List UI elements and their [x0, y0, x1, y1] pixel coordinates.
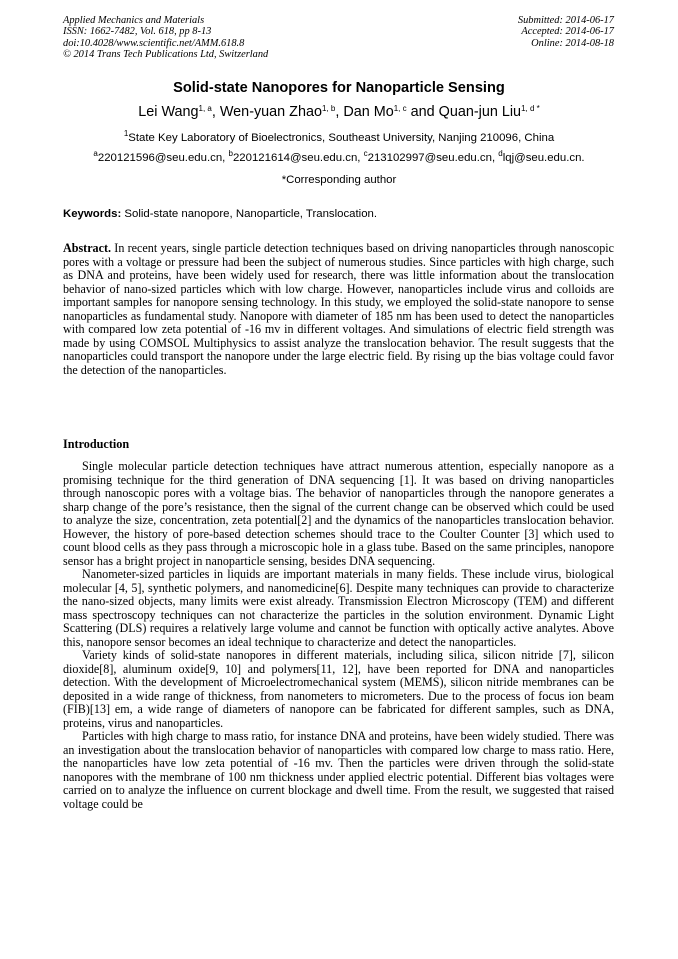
email-separator: ,: [357, 152, 364, 164]
email-separator: ,: [491, 152, 499, 164]
email-mark: c: [363, 149, 368, 158]
body-paragraph: Particles with high charge to mass ratio, for instance DNA and proteins, have been widely studied. There was an investigation about the translocation behavior of nanoparticles with compared low charge to mass ratio. Here, the nanoparticles have low zeta potential of -16 mv. Then the particles were driven through the solid-state nanopores with the membrane of 100 nm thickness under applied electric potential. Different bias voltages were carried on to analyze the influence on current blockage and dwell time. From the result, we suggested that raised voltage could be: [63, 729, 614, 811]
submitted-date: Submitted: 2014-06-17: [517, 15, 614, 26]
section-heading-introduction: Introduction: [63, 437, 130, 451]
body-paragraph: Variety kinds of solid-state nanopores in different materials, including silica, silicon nitride [7], silicon dioxide[8], aluminum oxide[9, 10] and polymers[11, 12], have been reported for DNA and nanoparticles detection. With the development of Microelectromechanical system (MEMS), silicon nitride membranes can be deposited in a wide range of thickness, from nanometers to micrometers. Due to the process of focus ion beam (FIB)[13] em, a wide range of diameters of nanopore can be fabricated for different samples, such as DNA, proteins, virus and nanoparticles.: [63, 648, 614, 730]
author-separator: and: [406, 104, 439, 120]
body-paragraph: Nanometer-sized particles in liquids are important materials in many fields. These include virus, biological molecular [4, 5], synthetic polymers, and nanomedicine[6]. Despite many techniques can provide to characterize the nano-sized objects, many limits were exist already. Transmission Electron Microscopy (TEM) and different mass spectroscopy techniques can not characterize the particles in the solution environment. Dynamic Light Scattering (DLS) requires a relatively large volume and cannot be function with optically active analytes. Above this, nanopore sensor becomes an ideal technique to characterize and detect the nanoparticles.: [63, 567, 614, 649]
author-name: Lei Wang: [138, 104, 199, 120]
online-date: Online: 2014-08-18: [531, 37, 614, 49]
journal-doi: doi:10.4028/www.scientific.net/AMM.618.8: [63, 37, 245, 49]
keywords: [63, 207, 615, 222]
email-mark: b: [228, 149, 233, 158]
journal-issn: ISSN: 1662-7482, Vol. 618, pp 8-13: [63, 26, 212, 38]
body-paragraph: Single molecular particle detection techniques have attract numerous attention, especially nanopore as a promising technique for the third generation of DNA sequencing [1]. It was based on driving nanoparticles through nanoscopic pores with a voltage bias. The behavior of nanoparticles through the nanopore generates a sharp change of the pore’s resistance, then the signal of the current change can be observed which could be used to analyze the size, concentration, zeta potential[2] and the dynamics of the nanoparticles translocation behavior. However, the history of pore-based detection schemes should trace to the Coulter Counter [3] which used to count blood cells as they pass through a microscopic hole in a glass tube. Based on the same principles, nanopore sensor has a bright project in nanoparticle sensing, besides DNA sequencing.: [63, 459, 614, 568]
affiliation-mark: 1: [123, 129, 129, 138]
email-mark: a: [93, 149, 98, 158]
email-address: lqj@seu.edu.cn.: [502, 152, 585, 164]
email-mark: d: [498, 149, 503, 158]
author-affiliation-mark: 1, a: [198, 104, 212, 113]
introduction-body: [63, 460, 614, 811]
author-separator: ,: [335, 104, 344, 120]
author-affiliation-mark: 1, b: [322, 104, 336, 113]
journal-copyright: © 2014 Trans Tech Publications Ltd, Switzerland: [63, 48, 269, 60]
submission-dates: [518, 15, 614, 49]
email-list: [0, 151, 678, 166]
journal-name: Applied Mechanics and Materials: [63, 15, 205, 26]
paper-title: Solid-state Nanopores for Nanoparticle Sensing: [173, 80, 505, 96]
accepted-date: Accepted: 2014-06-17: [521, 26, 614, 38]
journal-info: [63, 15, 268, 60]
author-affiliation-mark: 1, c: [393, 104, 407, 113]
email-separator: ,: [222, 152, 229, 164]
author-name: Quan-jun Liu: [438, 104, 522, 120]
email-address: 213102997@seu.edu.cn: [367, 152, 492, 164]
author-name: Wen-yuan Zhao: [219, 104, 322, 120]
email-address: 220121614@seu.edu.cn: [232, 152, 358, 164]
author-list: [0, 103, 678, 121]
affiliation-text: State Key Laboratory of Bioelectronics, Southeast University, Nanjing 210096, China: [128, 132, 555, 144]
corresponding-author-note: *Corresponding author: [281, 174, 397, 186]
email-address: 220121596@seu.edu.cn: [97, 152, 223, 164]
abstract-text: In recent years, single particle detection techniques based on driving nanoparticles through nanoscopic pores with a voltage or pressure had been the subject of numerous studies. Since particles with high charge, such as DNA and proteins, have been widely used for research, there was little information about the translocation behavior of nano-sized particles which with low charge. However, nanoparticles include virus and colloids are important samples for nanopore sensing technology. In this study, we employed the solid-state nanopore to sense nanoparticles as fundamental study. Nanopore with diameter of 185 nm has been used to detect the nanoparticles with compared low zeta potential of -16 mv in different voltages. And simulations of electric field strength was made by using COMSOL Multiphysics to assist analyze the translocation behavior. The result suggests that the nanoparticles could transport the nanopore under the large electric field. By rising up the bias voltage could favor the detection of the nanoparticles.: [63, 241, 614, 377]
author-affiliation-mark: 1, d *: [521, 104, 540, 113]
keywords-text: Solid-state nanopore, Nanoparticle, Translocation.: [121, 208, 378, 220]
author-separator: ,: [211, 104, 220, 120]
author-name: Dan Mo: [343, 104, 394, 120]
abstract-label: Abstract.: [63, 241, 112, 255]
affiliation: [0, 131, 678, 146]
abstract: [63, 242, 614, 377]
keywords-label: Keywords:: [63, 208, 122, 220]
